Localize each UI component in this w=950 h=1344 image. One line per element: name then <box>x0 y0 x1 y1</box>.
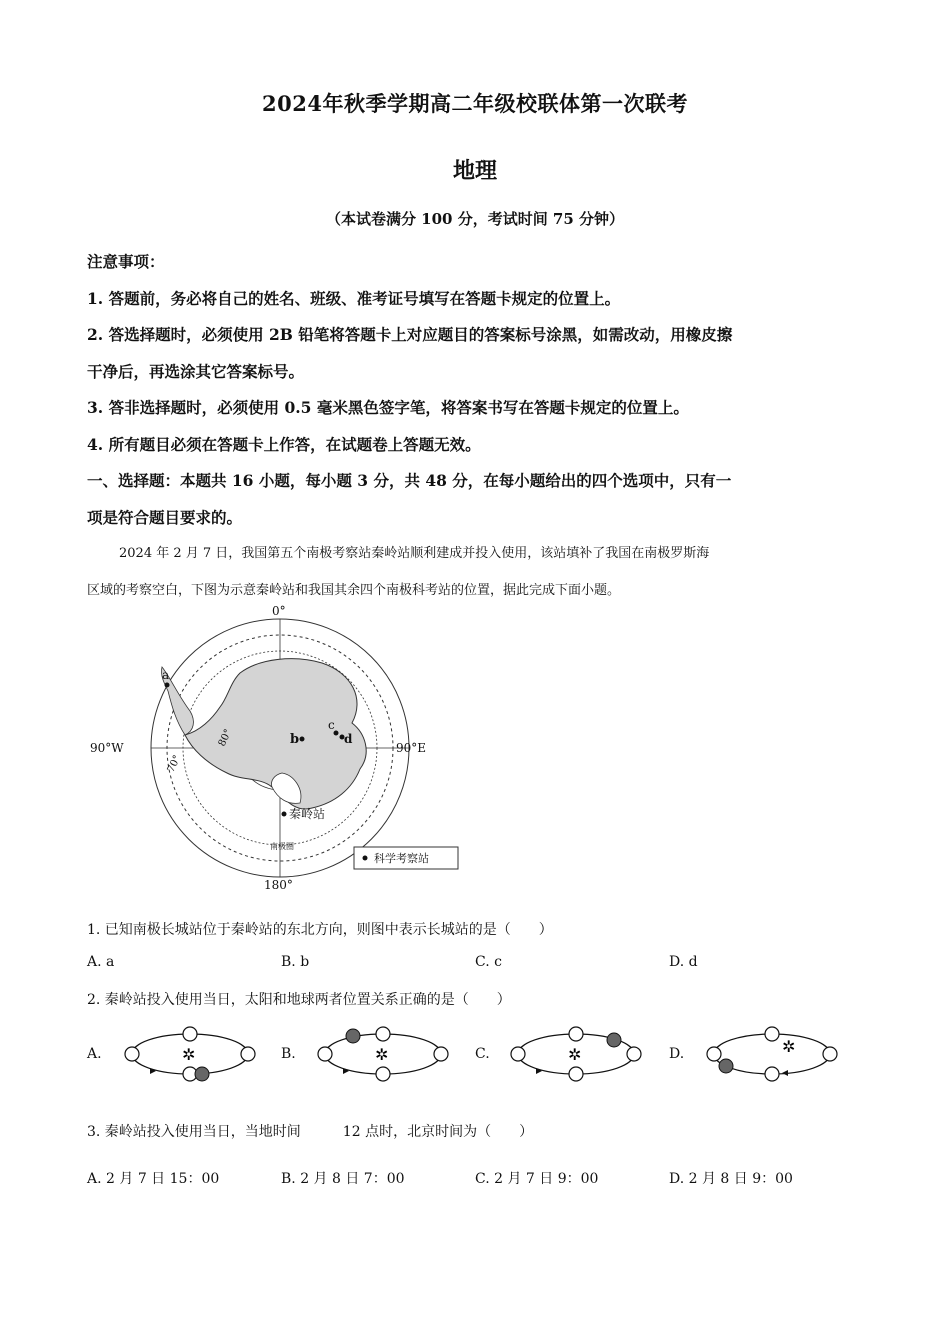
section-heading-cont: 项是符合题目要求的。 <box>87 507 243 527</box>
sun-icon: ✲ <box>782 1037 796 1056</box>
earth-marker <box>195 1067 209 1081</box>
passage-line: 区域的考察空白，下图为示意秦岭站和我国其余四个南极科考站的位置，据此完成下面小题。 <box>87 583 621 598</box>
question-3-stem: 3. 秦岭站投入使用当日，当地时间 12 点时，北京时间为（ ） <box>87 1124 534 1140</box>
question-2-stem: 2. 秦岭站投入使用当日，太阳和地球两者位置关系正确的是（ ） <box>87 992 511 1008</box>
map-label-90e: 90°E <box>396 741 427 755</box>
station-label-b: b <box>290 732 300 747</box>
q2-option-d-label[interactable]: D. <box>669 1046 685 1062</box>
reading-passage <box>87 535 867 609</box>
map-label-90w: 90°W <box>90 741 124 755</box>
legend-station-icon <box>363 856 368 861</box>
sun-icon: ✲ <box>568 1045 582 1064</box>
notes-section <box>87 244 867 536</box>
section-heading: 一、选择题：本题共 16 小题，每小题 3 分，共 48 分，在每小题给出的四个选项中，只有一 <box>87 471 732 490</box>
q2-orbit-diagram-d[interactable] <box>702 1022 842 1086</box>
sun-icon: ✲ <box>375 1045 389 1064</box>
q2-option-c-label[interactable]: C. <box>475 1046 490 1062</box>
orbit-direction-arrow <box>782 1070 788 1076</box>
map-label-180: 180° <box>264 878 293 892</box>
q3-option-a[interactable]: A. 2 月 7 日 15：00 <box>87 1171 220 1187</box>
station-label-c: c <box>328 718 335 732</box>
lat-80-label: 80° <box>216 727 235 749</box>
passage-line: 2024 年 2 月 7 日，我国第五个南极考察站秦岭站顺利建成并投入使用，该站填补了我国在南极罗斯海 <box>119 546 710 561</box>
note-item: 2. 答选择题时，必须使用 2B 铅笔将答题卡上对应题目的答案标号涂黑，如需改动，用橡皮擦 <box>87 325 733 344</box>
note-item: 1. 答题前，务必将自己的姓名、班级、准考证号填写在答题卡规定的位置上。 <box>87 288 621 308</box>
station-label-d: d <box>344 732 353 746</box>
exam-info: （本试卷满分 100 分，考试时间 75 分钟） <box>325 210 625 228</box>
q2-orbit-diagram-c[interactable] <box>506 1022 646 1086</box>
q2-option-a-label[interactable]: A. <box>87 1046 102 1062</box>
subject-title: 地理 <box>452 158 497 184</box>
q1-option-c[interactable]: C. c <box>475 954 502 970</box>
station-label-qinling: 秦岭站 <box>289 807 326 821</box>
q1-option-d[interactable]: D. d <box>669 954 698 970</box>
note-item: 4. 所有题目必须在答题卡上作答，在试题卷上答题无效。 <box>87 434 481 454</box>
earth-marker <box>719 1059 733 1073</box>
note-item: 3. 答非选择题时，必须使用 0.5 毫米黑色签字笔，将答案书写在答题卡规定的位置上。 <box>87 398 689 417</box>
q2-orbit-diagram-b[interactable] <box>313 1022 453 1086</box>
q3-option-c[interactable]: C. 2 月 7 日 9：00 <box>475 1171 599 1187</box>
q3-option-d[interactable]: D. 2 月 8 日 9：00 <box>669 1171 793 1187</box>
map-label-0: 0° <box>272 604 286 618</box>
map-legend <box>354 847 458 869</box>
q3-option-b[interactable]: B. 2 月 8 日 7：00 <box>281 1171 405 1187</box>
question-1-stem: 1. 已知南极长城站位于秦岭站的东北方向，则图中表示长城站的是（ ） <box>87 922 553 938</box>
q1-option-a[interactable]: A. a <box>87 954 115 970</box>
sun-icon: ✲ <box>182 1045 196 1064</box>
legend-label: 科学考察站 <box>374 852 429 865</box>
station-marker-a <box>165 683 170 688</box>
note-item: 干净后，再选涂其它答案标号。 <box>87 361 305 381</box>
lat-70-label: 70° <box>165 753 184 775</box>
earth-marker <box>346 1029 360 1043</box>
antarctica-map <box>90 603 470 893</box>
q2-orbit-diagram-a[interactable] <box>120 1022 260 1086</box>
antarctic-circle-label: 南极圈 <box>270 842 294 851</box>
earth-marker <box>607 1033 621 1047</box>
notes-heading: 注意事项： <box>87 252 165 271</box>
q2-option-b-label[interactable]: B. <box>281 1046 296 1062</box>
station-marker-b <box>300 737 305 742</box>
q1-option-b[interactable]: B. b <box>281 954 310 970</box>
exam-title: 2024年秋季学期高二年级校联体第一次联考 <box>262 91 688 116</box>
station-marker-qinling <box>282 812 287 817</box>
station-label-a: a <box>162 668 170 682</box>
